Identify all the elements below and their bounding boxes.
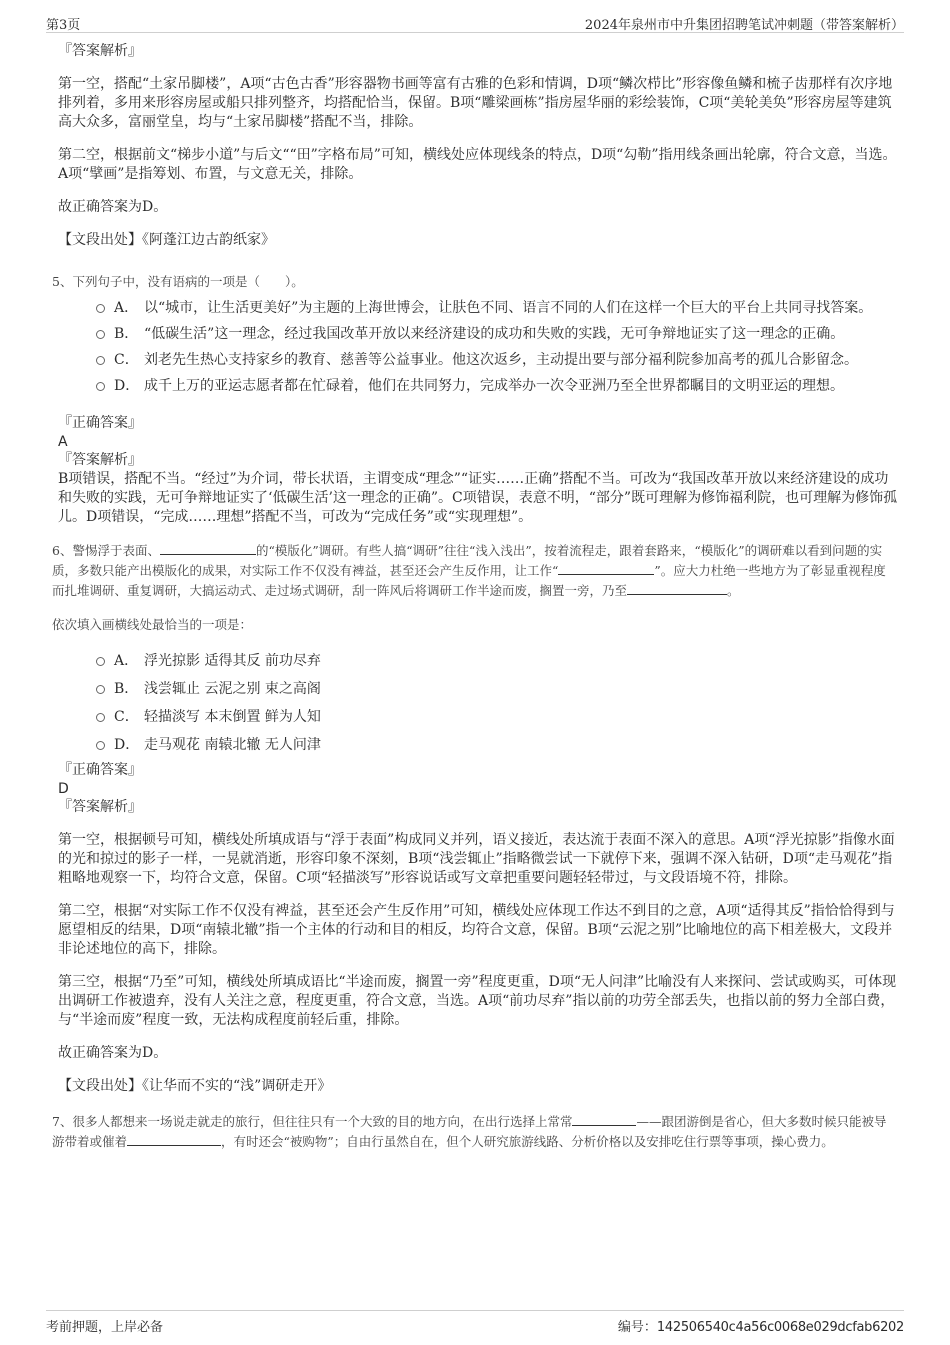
radio-icon[interactable]: [96, 741, 105, 750]
radio-icon[interactable]: [96, 713, 105, 722]
document-title: 2024年泉州市中升集团招聘笔试冲刺题（带答案解析）: [584, 18, 904, 33]
q5-correct-answer: A: [58, 434, 68, 450]
q6-option-a[interactable]: A． 浮光掠影 适得其反 前功尽弃: [58, 651, 898, 671]
radio-icon[interactable]: [96, 356, 105, 365]
radio-icon[interactable]: [96, 657, 105, 666]
q6-option-b[interactable]: B． 浅尝辄止 云泥之别 束之高阁: [58, 679, 898, 699]
page-header: [46, 10, 904, 33]
footer-slogan: 考前押题，上岸必备: [46, 1320, 164, 1335]
q4-conclusion: 故正确答案为D。: [58, 199, 168, 215]
q6-analysis-label: 『答案解析』: [58, 799, 142, 815]
q6-conclusion: 故正确答案为D。: [58, 1045, 168, 1061]
radio-icon[interactable]: [96, 685, 105, 694]
q5-option-d[interactable]: D． 成千上万的亚运志愿者都在忙碌着，他们在共同努力，完成举办一次令亚洲乃至全世界都瞩目的文明亚运的理想。: [58, 376, 898, 396]
radio-icon[interactable]: [96, 382, 105, 391]
q5-option-c[interactable]: C． 刘老先生热心支持家乡的教育、慈善等公益事业。他这次返乡，主动提出要与部分福利院参加高考的孤儿合影留念。: [58, 350, 898, 370]
q6-analysis-para3: 第三空，根据“乃至”可知，横线处所填成语比“半途而废，搁置一旁”程度更重，D项“无人问津”比喻没有人来探问、尝试或购买，可体现出调研工作被遗弃，没有人关注之意，程度更重，符合文意，当选。A项“前功尽弃”指以前的功劳全部丢失，也指以前的努力全部白费，与“半途而废”程度一致，无法构成程度前轻后重，排除。: [58, 974, 897, 1028]
q5-option-a[interactable]: A． 以“城市，让生活更美好”为主题的上海世博会，让肤色不同、语言不同的人们在这样一个巨大的平台上共同寻找答案。: [58, 298, 898, 318]
q5-options: [58, 298, 898, 396]
blank-line: [558, 562, 654, 575]
q6-option-d[interactable]: D． 走马观花 南辕北辙 无人问津: [58, 735, 898, 755]
document-id: 编号：142506540c4a56c0068e029dcfab6202: [617, 1320, 904, 1335]
blank-line: [160, 542, 256, 555]
q6-stem: 6、警惕浮于表面、 的“模版化”调研。有些人搞“调研”往往“浅入浅出”，按着流程走，跟着套路来，“模版化”的调研难以看到问题的实质，多数只能产出模版化的成果，对实际工作不仅没有裨益，甚至还会产生反作用，让工作“ ”。应大力杜绝一些地方为了彰显重视程度而扎堆调研、重复调研，大搞运动式、走过场式调研，刮一阵风后将调研工作半途而废，搁置一旁，乃至 。: [52, 543, 886, 598]
q6-correct-answer: D: [58, 781, 69, 797]
q6-source: 【文段出处】《让华而不实的“浅”调研走开》: [58, 1078, 332, 1094]
q6-analysis-para1: 第一空，根据顿号可知，横线处所填成语与“浮于表面”构成同义并列，语义接近，表达流于表面不深入的意思。A项“浮光掠影”指像水面的光和掠过的影子一样，一晃就消逝，形容印象不深刻，B项“浅尝辄止”指略微尝试一下就停下来，强调不深入钻研，D项“走马观花”指粗略地观察一下，均符合文意，保留。C项“轻描淡写”形容说话或写文章把重要问题轻轻带过，与文段语境不符，排除。: [58, 832, 895, 886]
q6-analysis-para2: 第二空，根据“对实际工作不仅没有裨益，甚至还会产生反作用”可知，横线处应体现工作达不到目的之意，A项“适得其反”指恰恰得到与愿望相反的结果，D项“南辕北辙”指一个主体的行动和目的相反，均符合文意，保留。B项“云泥之别”比喻地位的高下相差极大，文段并非论述地位的高下，排除。: [58, 903, 895, 957]
q5-stem: 5、下列句子中，没有语病的一项是（ ）。: [52, 274, 304, 289]
q6-correct-label: 『正确答案』: [58, 762, 142, 778]
q5-option-b[interactable]: B． “低碳生活”这一理念，经过我国改革开放以来经济建设的成功和失败的实践，无可争辩地证实了这一理念的正确。: [58, 324, 898, 344]
blank-line: [572, 1113, 636, 1126]
q4-analysis-label: 『答案解析』: [58, 43, 142, 59]
q7-stem: 7、很多人都想来一场说走就走的旅行，但往往只有一个大致的目的地方向，在出行选择上常常 ——跟团游倒是省心，但大多数时候只能被导游带着或催着 ，有时还会“被购物”；自由行虽然自在，但个人研究旅游线路、分析价格以及安排吃住行票等事项，操心费力。: [52, 1114, 887, 1149]
q5-correct-label: 『正确答案』: [58, 415, 142, 431]
q4-analysis-para1: 第一空，搭配“土家吊脚楼”，A项“古色古香”形容器物书画等富有古雅的色彩和情调，D项“鳞次栉比”形容像鱼鳞和梳子齿那样有次序地排列着，多用来形容房屋或船只排列整齐，均搭配恰当，保留。B项“雕梁画栋”指房屋华丽的彩绘装饰，C项“美轮美奂”形容房屋等建筑高大众多，富丽堂皇，均与“土家吊脚楼”搭配不当，排除。: [58, 76, 893, 130]
page-number: 第3页: [46, 18, 81, 33]
blank-line: [127, 1133, 221, 1146]
q5-analysis: B项错误，搭配不当。“经过”为介词，带长状语，主谓变成“理念”“证实……正确”搭配不当。可改为“我国改革开放以来经济建设的成功和失败的实践，无可争辩地证实了‘低碳生活’这一理念的正确”。C项错误，表意不明，“部分”既可理解为修饰福利院，也可理解为修饰孤儿。D项错误，“完成……理想”搭配不当，可改为“完成任务”或“实现理想”。: [58, 471, 898, 525]
radio-icon[interactable]: [96, 330, 105, 339]
q6-option-c[interactable]: C． 轻描淡写 本末倒置 鲜为人知: [58, 707, 898, 727]
q4-source: 【文段出处】《阿蓬江边古韵纸家》: [58, 232, 275, 248]
document-body: [52, 42, 898, 1152]
q6-options: [58, 651, 898, 755]
q6-instruction: 依次填入画横线处最恰当的一项是：: [52, 617, 253, 632]
page-footer: [46, 1310, 904, 1335]
blank-line: [627, 582, 727, 595]
radio-icon[interactable]: [96, 304, 105, 313]
q5-analysis-label: 『答案解析』: [58, 452, 142, 468]
q4-analysis-para2: 第二空，根据前文“梯步小道”与后文““田”字格布局”可知，横线处应体现线条的特点，D项“勾勒”指用线条画出轮廓，符合文意，当选。A项“擘画”是指筹划、布置，与文意无关，排除。: [58, 147, 897, 182]
